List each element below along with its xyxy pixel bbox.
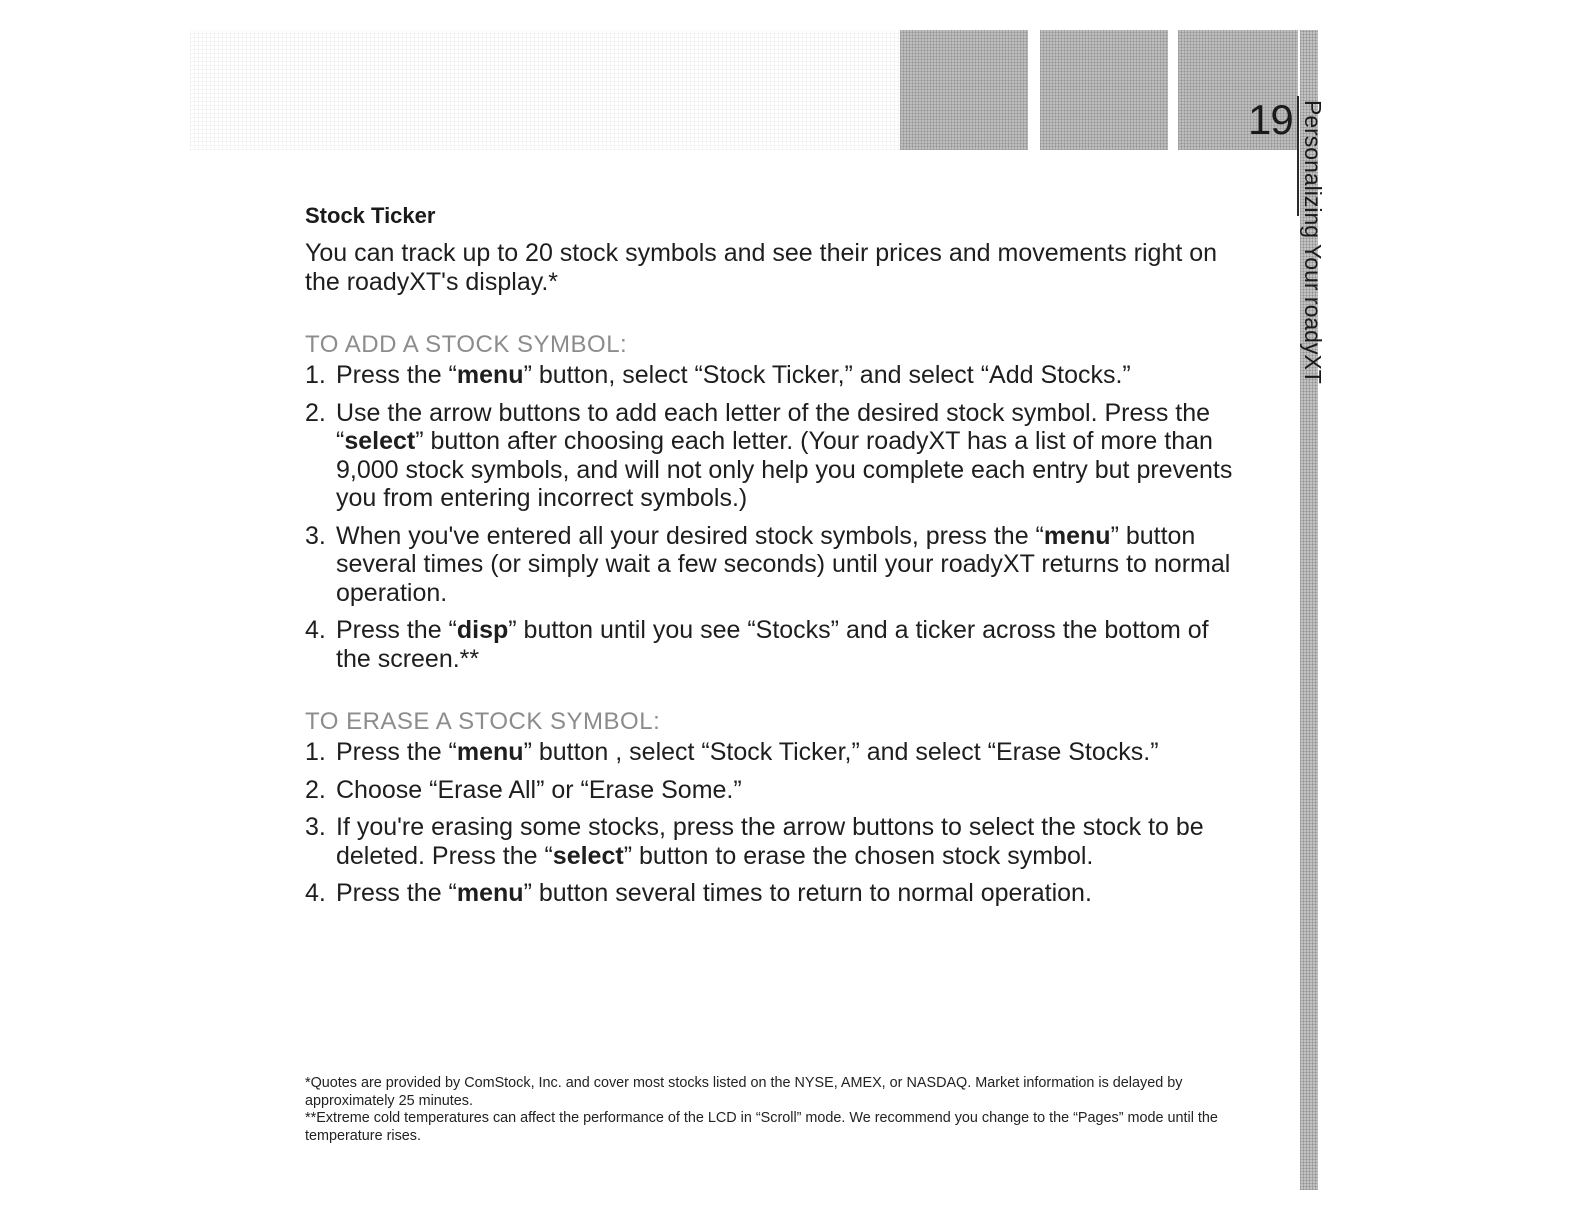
- button-name: select: [552, 841, 624, 870]
- step-text: Press the “: [336, 361, 457, 389]
- step-text: ” button to erase the chosen stock symbol.: [623, 841, 1094, 870]
- list-item: [305, 738, 1235, 767]
- step-text: Press the “: [336, 738, 457, 766]
- step-number: 1.: [305, 361, 326, 389]
- section-title: Stock Ticker: [305, 203, 436, 228]
- step-number: 2.: [305, 775, 326, 804]
- step-number: 4.: [305, 879, 326, 907]
- page-number: 19: [1248, 96, 1293, 143]
- step-text: ” button several times to return to normal operation.: [523, 879, 1092, 907]
- step-number: 4.: [305, 616, 326, 644]
- button-name: menu: [456, 361, 524, 389]
- header-block: [1040, 30, 1168, 150]
- list-item: [305, 399, 1235, 513]
- step-text: Choose “Erase All” or “Erase Some.”: [336, 775, 742, 804]
- button-name: menu: [456, 738, 524, 766]
- step-number: 2.: [305, 398, 326, 427]
- footnote: **Extreme cold temperatures can affect the performance of the LCD in “Scroll” mode. We recommend you change to the “Pages” mode until the temperature rises.: [305, 1110, 1218, 1144]
- button-name: menu: [1043, 521, 1111, 550]
- list-item: [305, 776, 1235, 805]
- step-text: ” button several times (or simply wait a few seconds) until your roadyXT returns to normal operation.: [336, 521, 1231, 607]
- step-text: ” button , select “Stock Ticker,” and select “Erase Stocks.”: [523, 738, 1159, 766]
- list-item: [305, 361, 1235, 390]
- add-heading: TO ADD A STOCK SYMBOL:: [305, 331, 628, 358]
- step-text: When you've entered all your desired stock symbols, press the “: [336, 521, 1044, 550]
- step-number: 3.: [305, 813, 326, 841]
- button-name: select: [344, 427, 416, 455]
- step-text: Press the “: [336, 616, 457, 644]
- list-item: [305, 616, 1235, 673]
- step-text: ” button after choosing each letter. (Your roadyXT has a list of more than 9,000 stock symbols, and will not only help you complete each entry but prevents you from entering incorrect symbols.): [336, 427, 1233, 512]
- list-item: [305, 879, 1235, 908]
- step-number: 1.: [305, 738, 326, 766]
- list-item: [305, 813, 1235, 870]
- step-number: 3.: [305, 521, 326, 550]
- intro-paragraph: You can track up to 20 stock symbols and see their prices and movements right on the roadyXT's display.*: [305, 239, 1218, 296]
- main-content: [305, 203, 1235, 917]
- button-name: menu: [456, 879, 524, 907]
- step-text: Press the “: [336, 879, 457, 907]
- step-text: If you're erasing some stocks, press the arrow buttons to select the stock to be deleted. Press the “: [336, 813, 1204, 870]
- header-block: [900, 30, 1028, 150]
- step-text: Use the arrow buttons to add each letter of the desired stock symbol. Press the “: [336, 398, 1211, 455]
- footnote: *Quotes are provided by ComStock, Inc. and cover most stocks listed on the NYSE, AMEX, or NASDAQ. Market information is delayed by approximately 25 minutes.: [305, 1075, 1183, 1109]
- header-pattern: [190, 30, 900, 150]
- list-item: [305, 522, 1235, 608]
- footnotes: [305, 1075, 1225, 1145]
- erase-heading: TO ERASE A STOCK SYMBOL:: [305, 708, 661, 735]
- step-text: ” button until you see “Stocks” and a ticker across the bottom of the screen.**: [336, 616, 1209, 673]
- side-tab-title: Personalizing Your roadyXT: [1300, 100, 1326, 384]
- button-name: disp: [456, 616, 509, 644]
- erase-steps-list: [305, 738, 1235, 908]
- step-text: ” button, select “Stock Ticker,” and select “Add Stocks.”: [523, 361, 1131, 389]
- add-steps-list: [305, 361, 1235, 673]
